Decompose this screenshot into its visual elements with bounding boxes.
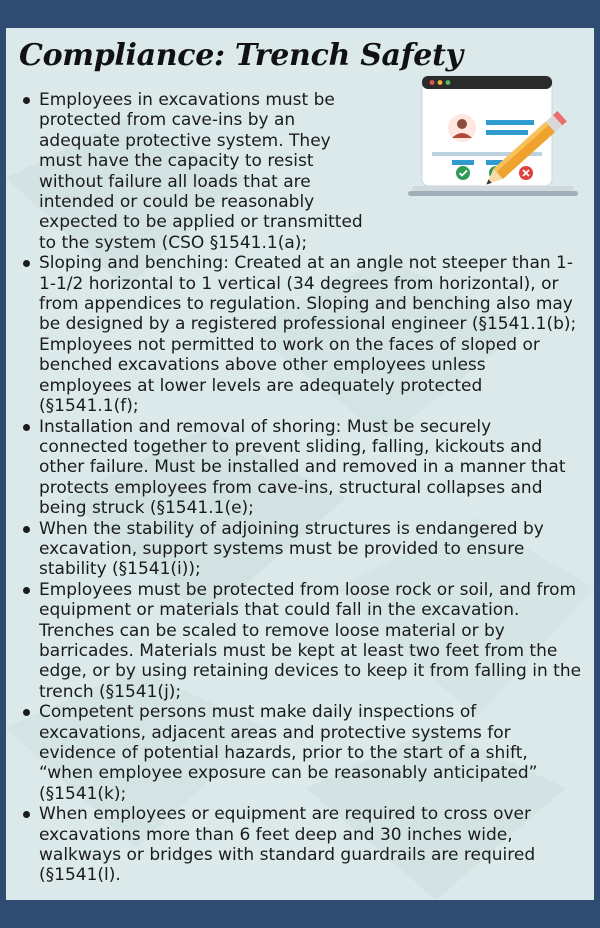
list-item-text: Installation and removal of shoring: Must be securely connected together to prevent sliding, falling, kickouts and other failure. Must be installed and removed in a manner that protects employees from cave-ins, structural collapses and being struck (§1541.1(e); (39, 416, 566, 519)
top-frame-bar (0, 0, 600, 28)
list-item (22, 417, 582, 519)
list-item-text: Employees must be protected from loose rock or soil, and from equipment or materials that could fall in the excavation. Trenches can be scaled to remove loose material or by barricades. Materials must be kept at least two feet from the edge, or by using retaining devices to keep it from falling in the trench (§1541(j); (39, 579, 582, 702)
list-item (22, 580, 582, 702)
content-panel (6, 28, 594, 900)
list-item (22, 519, 582, 580)
list-item (22, 253, 582, 416)
list-item-text: Employees in excavations must be protected from cave-ins by an adequate protective system. They must have the capacity to resist without failure all loads that are intended or could be reasonably expected to be applied or transmitted to the system (CSO §1541.1(a); (39, 90, 363, 253)
list-item-text: When the stability of adjoining structures is endangered by excavation, support systems must be provided to ensure stability (§1541(i)); (39, 518, 544, 580)
list-item (22, 702, 582, 804)
page-title: Compliance: Trench Safety (19, 38, 463, 73)
list-item (22, 90, 582, 253)
list-item-text: Sloping and benching: Created at an angle not steeper than 1-1-1/2 horizontal to 1 vertical (34 degrees from horizontal), or from appendices to regulation. Sloping and benching also may be designed by a registered professional engineer (§1541.1(b); Employees not permitted to work on the faces of sloped or benched excavations above other employees unless employees at lower levels are adequately protected (§1541.1(f); (39, 253, 577, 417)
list-item-text: Competent persons must make daily inspections of excavations, adjacent areas and protective systems for evidence of potential hazards, prior to the start of a shift, “when employee exposure can be reasonably anticipated” (§1541(k); (39, 702, 538, 804)
list-item-text: When employees or equipment are required to cross over excavations more than 6 feet deep and 30 inches wide, walkways or bridges with standard guardrails are required (§1541(l). (39, 804, 536, 886)
bottom-frame-bar (0, 900, 600, 928)
list-item (22, 804, 582, 886)
requirements-list (22, 90, 582, 886)
